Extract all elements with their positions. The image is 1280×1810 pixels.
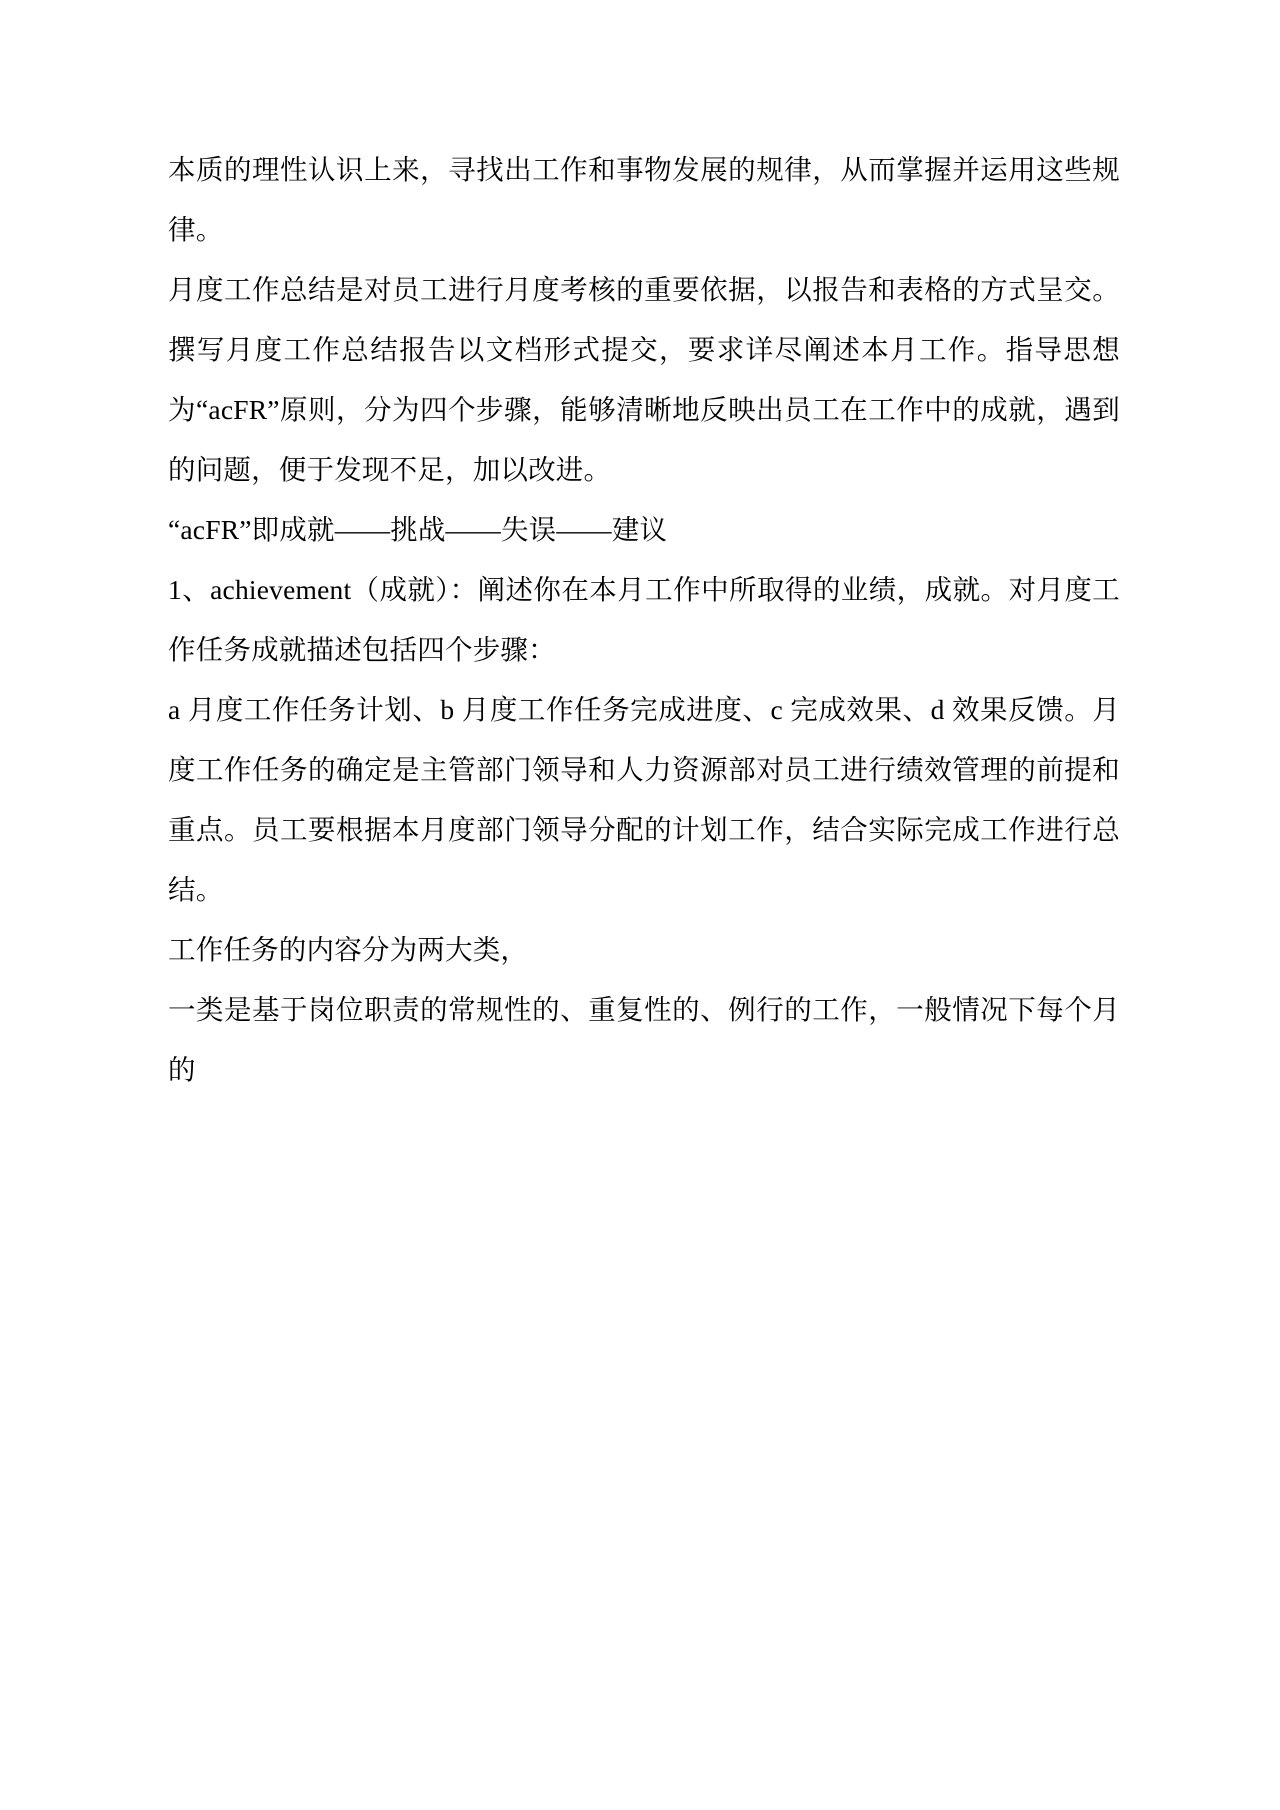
paragraph: 工作任务的内容分为两大类，	[168, 934, 529, 965]
paragraph: “acFR”即成就——挑战——失误——建议	[168, 514, 668, 545]
paragraph: 一类是基于岗位职责的常规性的、重复性的、例行的工作，一般情况下每个月的	[168, 994, 1120, 1085]
paragraph: a 月度工作任务计划、b 月度工作任务完成进度、c 完成效果、d 效果反馈。月度工作任务的确定是主管部门领导和人力资源部对员工进行绩效管理的前提和重点。员工要根据本月度部门领导分配的计划工作，结合实际完成工作进行总结。	[168, 694, 1120, 905]
paragraph: 1、achievement（成就）：阐述你在本月工作中所取得的业绩，成就。对月度工作任务成就描述包括四个步骤：	[168, 574, 1120, 665]
paragraph: 月度工作总结是对员工进行月度考核的重要依据，以报告和表格的方式呈交。撰写月度工作总结报告以文档形式提交，要求详尽阐述本月工作。指导思想为“acFR”原则，分为四个步骤，能够清晰地反映出员工在工作中的成就，遇到的问题，便于发现不足，加以改进。	[168, 274, 1120, 485]
document-body	[168, 140, 1120, 1100]
paragraph: 本质的理性认识上来，寻找出工作和事物发展的规律，从而掌握并运用这些规律。	[168, 154, 1120, 245]
